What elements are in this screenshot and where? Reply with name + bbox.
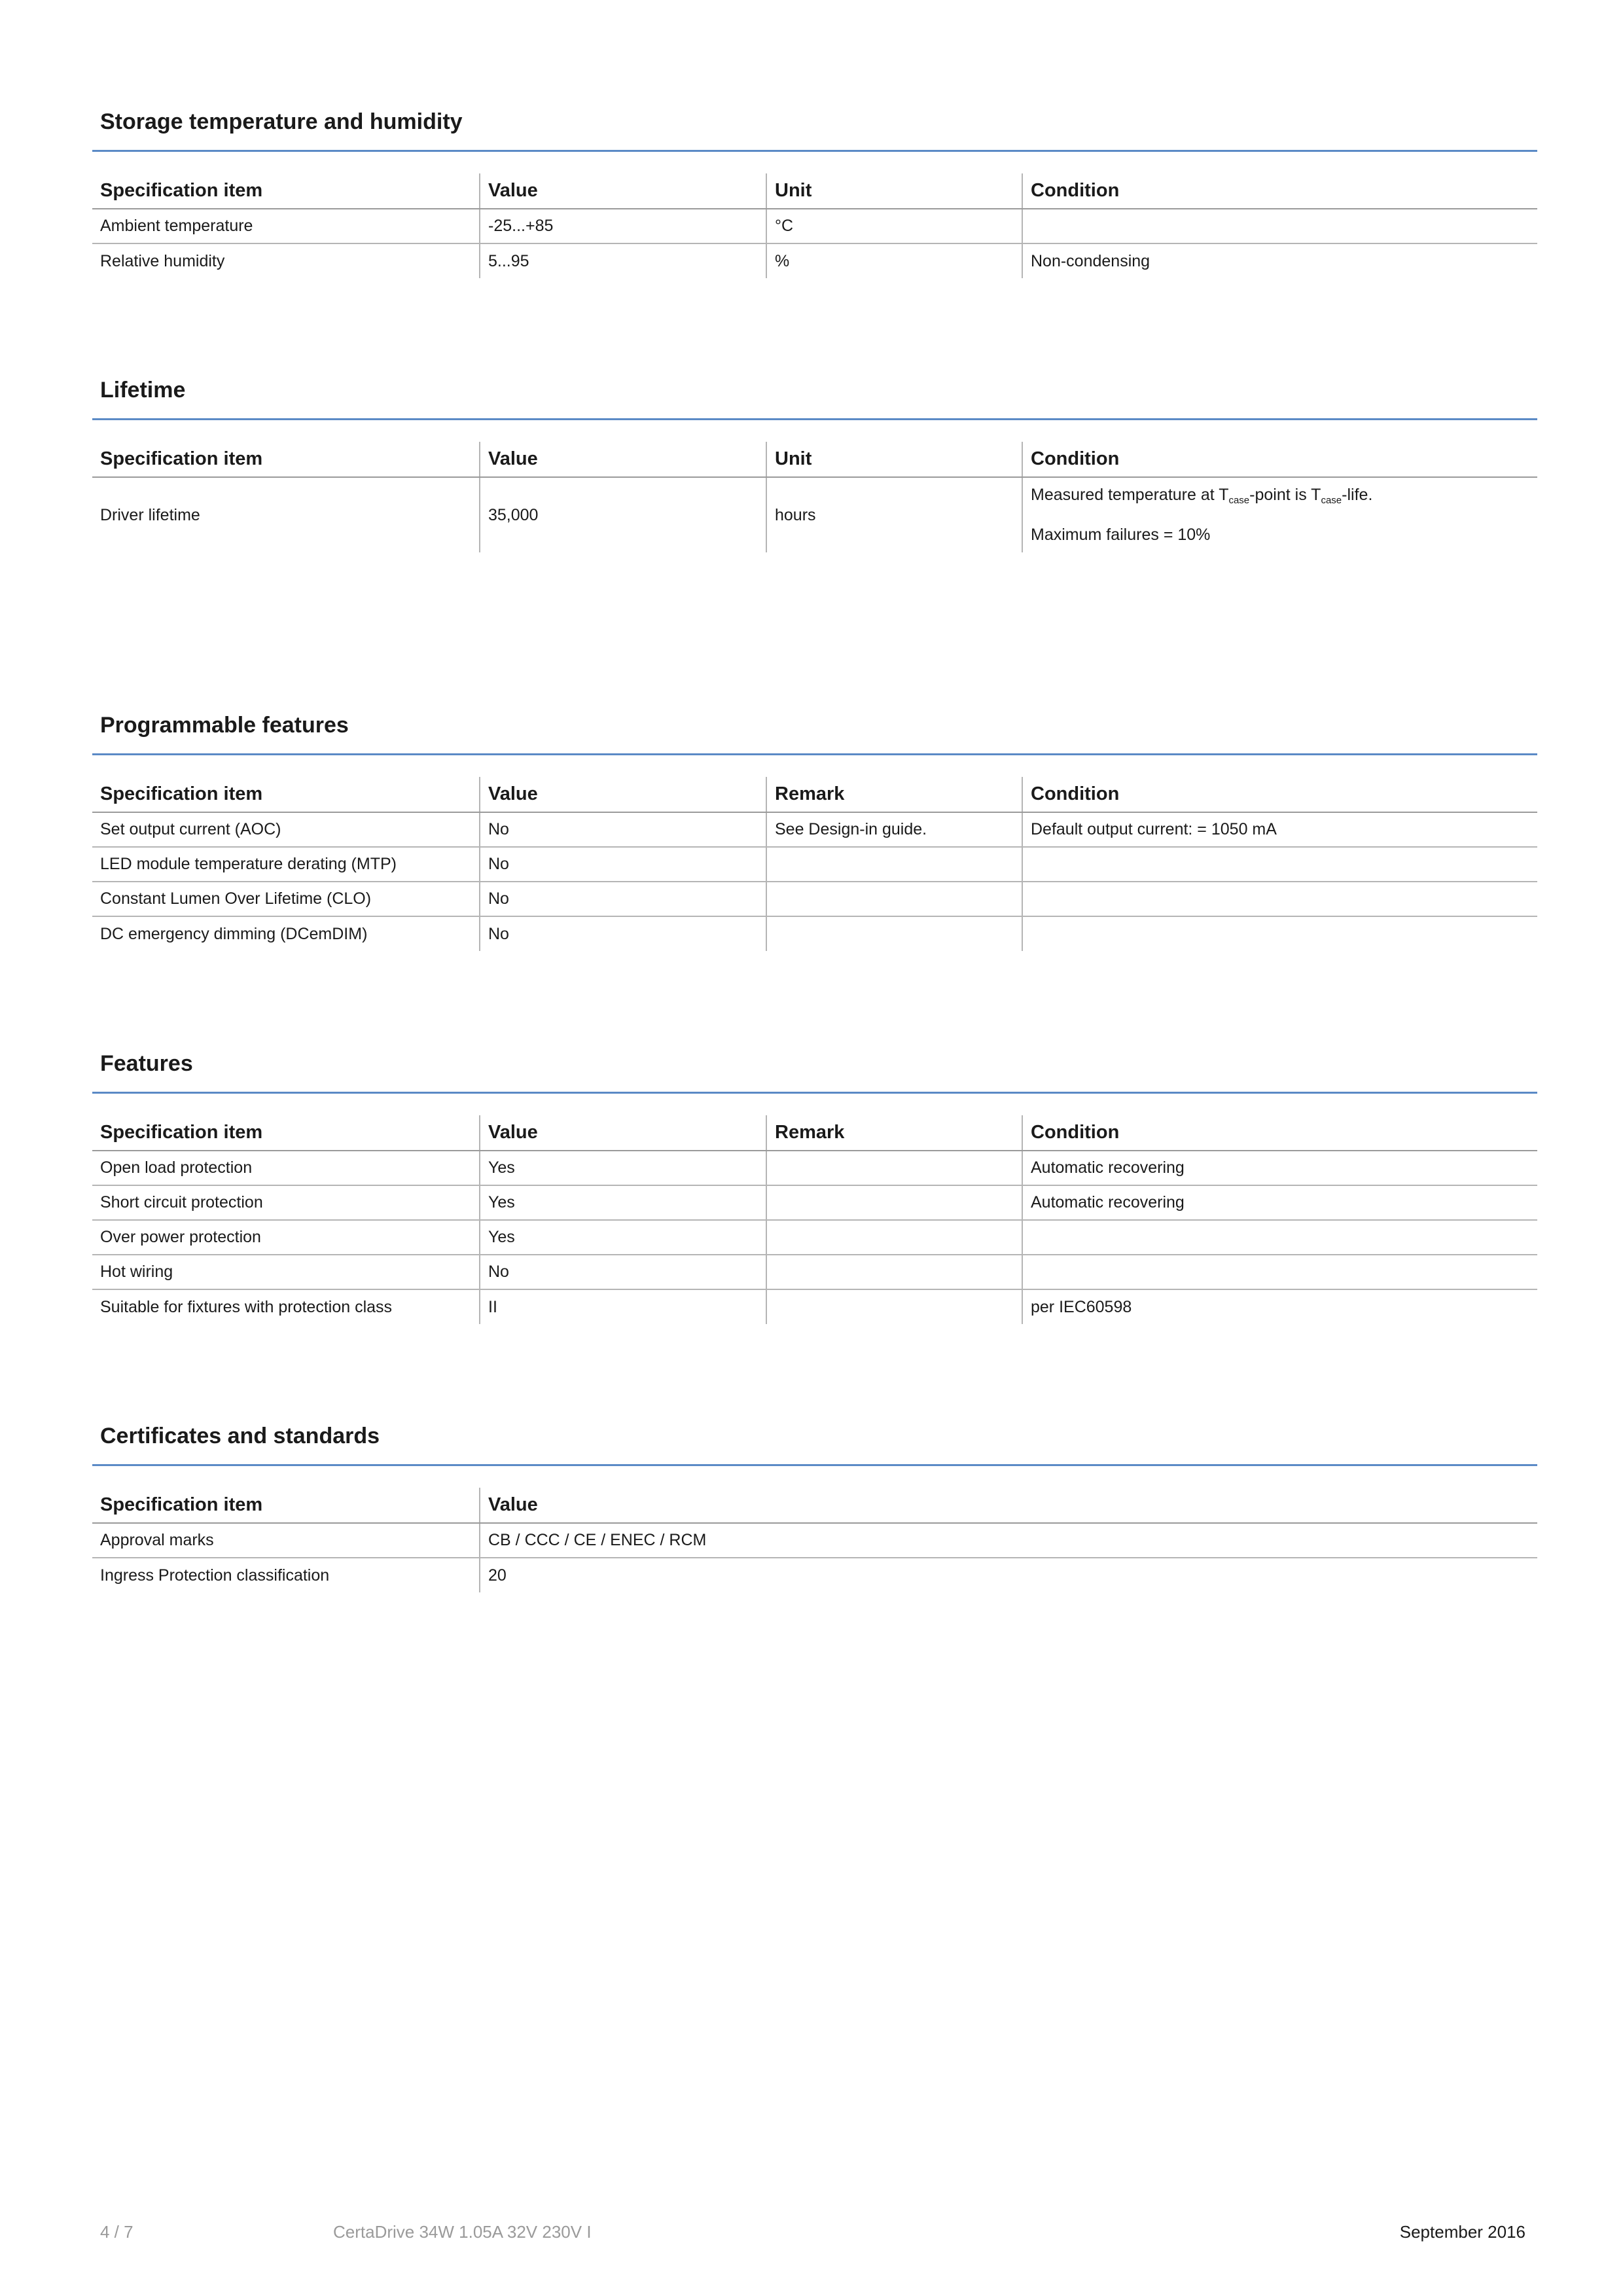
column-header: Condition	[1022, 173, 1537, 209]
table-cell	[766, 1289, 1022, 1324]
table-header-row	[92, 442, 1537, 477]
subscript-text: case	[1321, 495, 1342, 506]
table-cell	[766, 1151, 1022, 1185]
section-title: Programmable features	[100, 713, 349, 738]
column-header: Remark	[766, 1115, 1022, 1151]
table-cell	[766, 882, 1022, 916]
table-row	[92, 209, 1537, 243]
spec-table-lifetime	[92, 442, 1537, 552]
table-cell	[1022, 1255, 1537, 1289]
column-header: Condition	[1022, 442, 1537, 477]
section-certificates	[92, 1416, 1537, 1592]
spec-table-programmable	[92, 777, 1537, 951]
table-cell: See Design-in guide.	[766, 812, 1022, 847]
table-cell	[1022, 916, 1537, 951]
table-cell: Ingress Protection classification	[100, 1566, 330, 1585]
column-header: Remark	[766, 777, 1022, 812]
table-cell	[480, 477, 766, 552]
table-cell: LED module temperature derating (MTP)	[92, 847, 480, 882]
column-header: Value	[480, 442, 766, 477]
table-cell: Yes	[480, 1151, 766, 1185]
condition-text: Measured temperature at T	[1031, 486, 1229, 504]
column-header: Unit	[766, 173, 1022, 209]
table-cell	[766, 1220, 1022, 1255]
table-header-row	[92, 1488, 1537, 1523]
table-cell: Automatic recovering	[1022, 1185, 1537, 1220]
table-cell	[92, 477, 480, 552]
section-programmable-features	[92, 705, 1537, 951]
column-header: Specification item	[92, 777, 480, 812]
condition-line-1	[1031, 478, 1529, 518]
table-cell	[1022, 1220, 1537, 1255]
section-title: Lifetime	[100, 378, 186, 403]
table-cell	[1022, 209, 1537, 243]
table-cell: No	[480, 812, 766, 847]
page-number: 4 / 7	[100, 2222, 134, 2242]
table-row	[92, 916, 1537, 951]
table-cell	[766, 1185, 1022, 1220]
table-cell: Yes	[480, 1220, 766, 1255]
column-header: Specification item	[92, 1488, 480, 1523]
cell-text: hours	[775, 505, 816, 524]
column-header: Condition	[1022, 1115, 1537, 1151]
table-cell: Approval marks	[92, 1523, 480, 1558]
condition-line-2: Maximum failures = 10%	[1031, 526, 1211, 544]
table-cell: No	[480, 847, 766, 882]
spec-table-certificates	[92, 1488, 1537, 1592]
table-row	[92, 1289, 1537, 1324]
table-cell	[766, 1255, 1022, 1289]
column-header: Specification item	[92, 442, 480, 477]
table-cell: Non-condensing	[1022, 243, 1537, 278]
table-cell: CB / CCC / CE / ENEC / RCM	[480, 1523, 1537, 1558]
table-cell	[1022, 477, 1537, 552]
table-cell: No	[480, 1255, 766, 1289]
table-row	[92, 477, 1537, 552]
table-row	[92, 1185, 1537, 1220]
table-cell: °C	[766, 209, 1022, 243]
table-cell: II	[480, 1289, 766, 1324]
table-cell	[1022, 847, 1537, 882]
table-cell: per IEC60598	[1022, 1289, 1537, 1324]
spec-table-features	[92, 1115, 1537, 1324]
cell-text: 35,000	[488, 505, 539, 524]
table-cell: No	[480, 916, 766, 951]
section-divider	[92, 418, 1537, 420]
cell-text: Driver lifetime	[100, 505, 200, 524]
column-header: Unit	[766, 442, 1022, 477]
table-cell	[766, 477, 1022, 552]
column-header: Specification item	[92, 173, 480, 209]
table-cell: Over power protection	[92, 1220, 480, 1255]
table-row	[92, 882, 1537, 916]
table-cell	[766, 847, 1022, 882]
section-divider	[92, 1464, 1537, 1466]
table-cell: Hot wiring	[92, 1255, 480, 1289]
table-row	[92, 847, 1537, 882]
page-footer	[100, 2222, 1537, 2248]
table-cell: Constant Lumen Over Lifetime (CLO)	[92, 882, 480, 916]
column-header: Value	[480, 1115, 766, 1151]
table-cell: %	[766, 243, 1022, 278]
subscript-text: case	[1228, 495, 1250, 506]
table-cell: Ambient temperature	[92, 209, 480, 243]
table-row	[92, 1220, 1537, 1255]
table-row	[92, 1255, 1537, 1289]
column-header: Value	[480, 1488, 1537, 1523]
section-storage	[92, 101, 1537, 278]
table-header-row	[92, 173, 1537, 209]
section-divider	[92, 150, 1537, 152]
table-cell: Relative humidity	[100, 251, 225, 270]
table-header-row	[92, 1115, 1537, 1151]
table-row	[92, 243, 1537, 278]
section-title: Certificates and standards	[100, 1424, 380, 1448]
table-row	[92, 1151, 1537, 1185]
product-name: CertaDrive 34W 1.05A 32V 230V I	[333, 2222, 592, 2242]
table-row	[92, 1523, 1537, 1558]
table-cell: Default output current: = 1050 mA	[1022, 812, 1537, 847]
table-cell: -25...+85	[480, 209, 766, 243]
table-cell: No	[480, 882, 766, 916]
table-row	[92, 1558, 1537, 1592]
table-cell: 20	[480, 1558, 1537, 1592]
condition-text: -point is T	[1249, 486, 1321, 504]
table-cell: 5...95	[480, 243, 766, 278]
section-divider	[92, 753, 1537, 755]
column-header: Value	[480, 777, 766, 812]
spec-table-storage	[92, 173, 1537, 278]
table-row	[92, 812, 1537, 847]
column-header: Specification item	[92, 1115, 480, 1151]
table-cell: DC emergency dimming (DCemDIM)	[100, 924, 368, 943]
table-cell: Set output current (AOC)	[92, 812, 480, 847]
document-date: September 2016	[1399, 2222, 1525, 2242]
section-lifetime	[92, 370, 1537, 552]
section-features	[92, 1043, 1537, 1324]
table-cell	[1022, 882, 1537, 916]
column-header: Condition	[1022, 777, 1537, 812]
column-header: Value	[480, 173, 766, 209]
table-cell: Suitable for fixtures with protection class	[100, 1297, 393, 1316]
condition-text: -life.	[1342, 486, 1373, 504]
table-cell	[766, 916, 1022, 951]
table-cell: Yes	[480, 1185, 766, 1220]
table-cell: Automatic recovering	[1022, 1151, 1537, 1185]
table-cell: Short circuit protection	[92, 1185, 480, 1220]
table-header-row	[92, 777, 1537, 812]
table-cell: Open load protection	[92, 1151, 480, 1185]
section-divider	[92, 1092, 1537, 1094]
section-title: Features	[100, 1051, 193, 1076]
section-title: Storage temperature and humidity	[100, 109, 463, 134]
